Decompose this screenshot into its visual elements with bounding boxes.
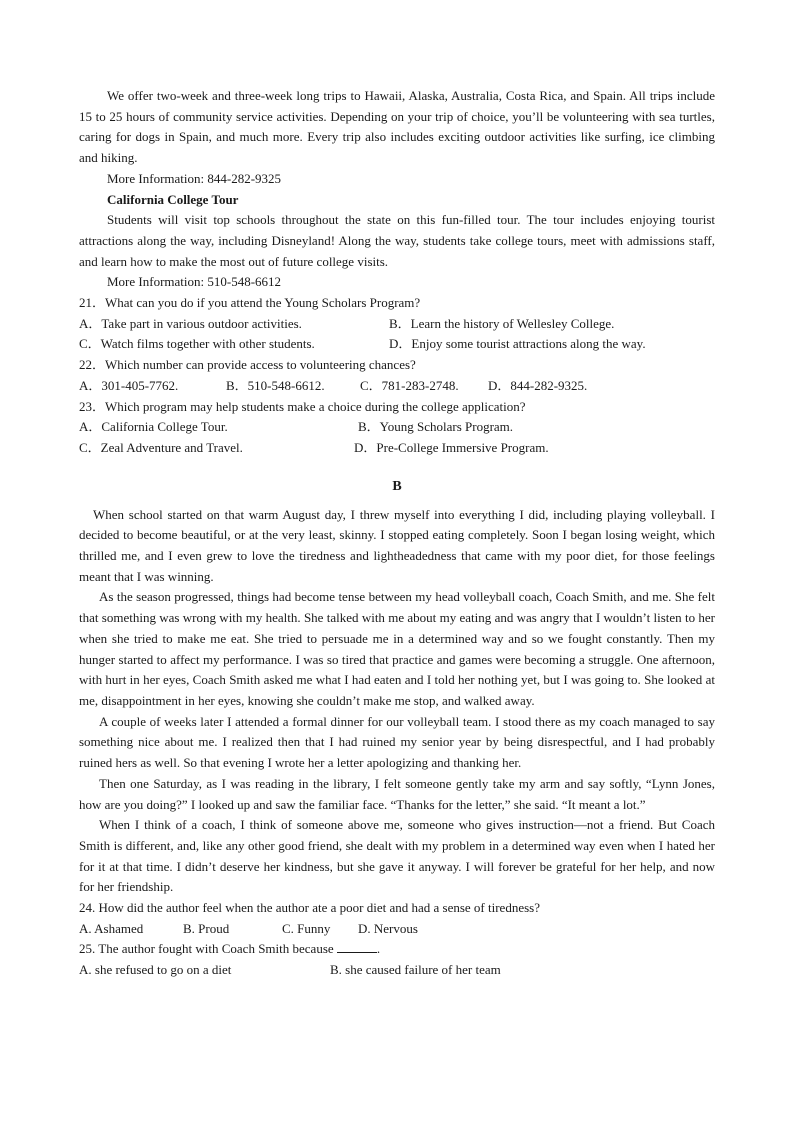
passage-paragraph: Then one Saturday, as I was reading in the library, I felt someone gently take my arm and say softly, “Lynn Jones, how are you doing?” I looked up and saw the familiar face. “Thanks for the letter,” she said. “It meant a lot.”	[79, 775, 715, 812]
answer-blank	[337, 940, 377, 953]
question-24: 24. How did the author feel when the author ate a poor diet and had a sense of tiredness?	[79, 900, 540, 916]
question-21: 21．What can you do if you attend the Young Scholars Program?	[79, 295, 421, 311]
option-d: D. Nervous	[358, 920, 418, 936]
option-b: B. Proud	[183, 920, 230, 936]
options-row	[79, 417, 715, 438]
passage-paragraph: When school started on that warm August day, I threw myself into everything I did, including playing volleyball. I decided to become beautiful, or at the very least, skinny. I stopped eating completely. Soon I began losing weight, which thrilled me, and I even grew to love the tiredness and lightheadedness that came with my poor diet, for those feelings meant that I was winning.	[79, 506, 715, 584]
option-a: A．California College Tour.	[79, 419, 228, 435]
options-row	[79, 438, 715, 459]
passage-paragraph: As the season progressed, things had become tense between my head volleyball coach, Coach Smith, and me. She felt that something was wrong with my health. She talked with me about my eating and was angry that I wouldn’t listen to her when she tried to make me eat. She tried to persuade me in a determined way and so we fought constantly. Then my hunger started to affect my performance. I was so tired that practice and games were becoming a struggle. One afternoon, with hurt in her eyes, Coach Smith asked me what I had eaten and I told her nothing yet, but I was going to. She looked at me, disappointment in her eyes, knowing she couldn’t make me stop, and walked away.	[79, 589, 715, 708]
passage-paragraph: When I think of a coach, I think of someone above me, someone who gives instruction—not a friend. But Coach Smith is different, and, like any other good friend, she dealt with my problem in a determined way even when I hated her for it at that time. I didn’t deserve her kindness, but she gave it anyway. I will forever be grateful for her help, and now for her friendship.	[79, 817, 715, 895]
more-info-line: More Information: 844-282-9325	[107, 170, 282, 186]
option-b: B．Young Scholars Program.	[358, 419, 514, 435]
question-23: 23．Which program may help students make a choice during the college application?	[79, 398, 526, 414]
options-row	[79, 334, 715, 355]
option-b: B．510-548-6612.	[226, 377, 325, 393]
option-c: C．781-283-2748.	[360, 377, 459, 393]
program-heading: California College Tour	[107, 191, 239, 207]
option-a: A. Ashamed	[79, 920, 144, 936]
question-22: 22．Which number can provide access to volunteering chances?	[79, 357, 416, 373]
option-a: A．301-405-7762.	[79, 377, 179, 393]
options-row	[79, 314, 715, 335]
passage-paragraph: A couple of weeks later I attended a formal dinner for our volleyball team. I stood there as my coach managed to say something nice about me. I realized then that I had ruined my senior year by being disrespectful, and I had probably ruined hers as well. So that evening I wrote her a letter apologizing and thanking her.	[79, 713, 715, 771]
trip-description: We offer two-week and three-week long trips to Hawaii, Alaska, Australia, Costa Rica, and Spain. All trips include 15 to 25 hours of community service activities. Depending on your trip of choice, you’ll be volunteering with sea turtles, caring for dogs in Spain, and much more. Every trip also includes exciting outdoor activities like surfing, ice climbing and hiking.	[79, 88, 715, 166]
option-d: D．Enjoy some tourist attractions along the way.	[389, 336, 646, 352]
option-c: C．Zeal Adventure and Travel.	[79, 439, 243, 455]
option-c: C．Watch films together with other students.	[79, 336, 315, 352]
option-d: D．844-282-9325.	[488, 377, 588, 393]
question-25-end: .	[376, 941, 381, 957]
question-25	[79, 939, 715, 960]
options-row	[79, 919, 715, 940]
options-row	[79, 960, 715, 981]
section-heading: B	[392, 478, 402, 494]
more-info-line: More Information: 510-548-6612	[107, 274, 282, 290]
option-a: A．Take part in various outdoor activities.	[79, 315, 302, 331]
question-25-text: 25. The author fought with Coach Smith because	[79, 941, 334, 957]
option-b: B. she caused failure of her team	[330, 962, 501, 978]
options-row	[79, 376, 715, 397]
option-d: D．Pre-College Immersive Program.	[354, 439, 549, 455]
program-description: Students will visit top schools throughout the state on this fun-filled tour. The tour includes enjoying tourist attractions along the way, including Disneyland! Along the way, students take college tours, meet with admissions staff, and learn how to make the most out of future college visits.	[79, 212, 715, 269]
page-content	[79, 86, 715, 981]
option-b: B．Learn the history of Wellesley College.	[389, 315, 615, 331]
option-a: A. she refused to go on a diet	[79, 962, 232, 978]
option-c: C. Funny	[282, 920, 331, 936]
